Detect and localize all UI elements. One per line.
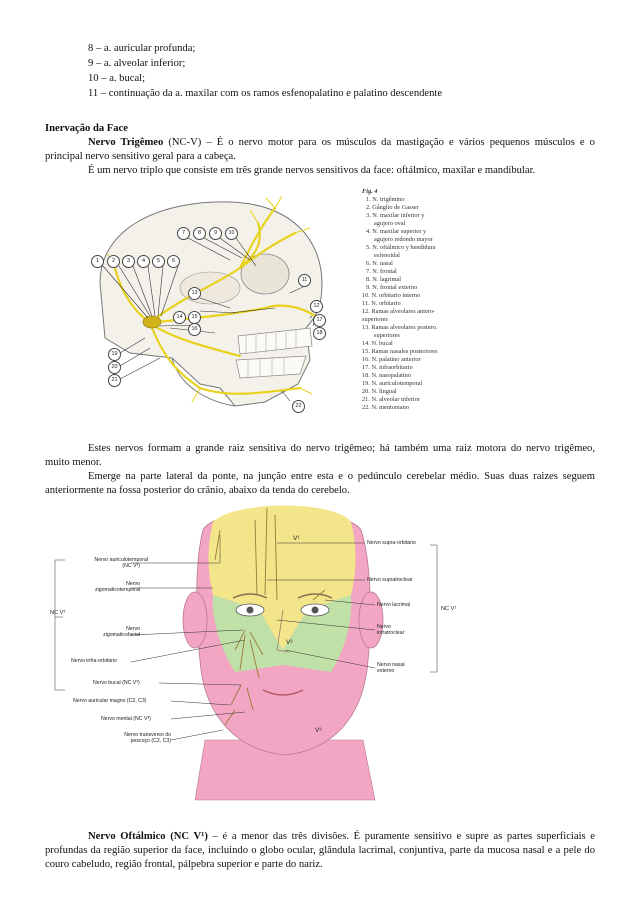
skull-illustration: [60, 188, 350, 420]
fig1-callout-5: 5: [152, 255, 165, 268]
fig1-callout-21: 21: [108, 374, 121, 387]
label-infratroclear-2: infratroclear: [377, 630, 405, 636]
fig1-legend-item: 21. N. alveolar inferior: [362, 396, 420, 403]
label-supra-orbitario: Nervo supra-orbitário: [367, 540, 416, 546]
label-auriculotemporal-ncv3: (NC V³): [122, 563, 140, 569]
label-bucal: Nervo bucal (NC V³): [93, 680, 140, 686]
fig1-callout-16: 16: [188, 323, 201, 336]
fig1-callout-10: 10: [225, 227, 238, 240]
fig1-legend-item: 16. N. palatino anterior: [362, 356, 421, 363]
fig1-callout-2: 2: [107, 255, 120, 268]
fig1-callout-22: 22: [292, 400, 305, 413]
fig1-callout-15: 15: [188, 311, 201, 324]
fig1-legend-item: agujero redondo mayor: [374, 236, 433, 243]
label-infratroclear: Nervo: [377, 624, 391, 630]
fig1-legend-item: 11. N. orbitario: [362, 300, 401, 307]
zone-v1-label: V¹: [293, 535, 300, 542]
fig1-legend-item: 6. N. nasal: [366, 260, 393, 267]
fig1-legend-item: 3. N. maxilar inferior y: [366, 212, 425, 219]
oftalmico-line-1: [88, 830, 595, 843]
fig1-legend-item: 20. N. lingual: [362, 388, 397, 395]
fig1-callout-19: 19: [108, 348, 121, 361]
zone-v2-label: V²: [286, 639, 293, 646]
fig1-callout-14: 14: [173, 311, 186, 324]
fig1-callout-17: 17: [313, 314, 326, 327]
label-lacrimal: Nervo lacrimal: [377, 602, 411, 608]
artery-item-8: 8 – a. auricular profunda;: [88, 43, 196, 54]
fig1-legend-item: superiores: [362, 316, 388, 323]
paragraph2-line-2: muito menor.: [45, 457, 102, 468]
artery-item-11: 11 – continuação da a. maxilar com os ramos esfenopalatino e palatino descendente: [88, 88, 443, 99]
fig1-callout-1: 1: [91, 255, 104, 268]
label-mental: Nervo mental (NC V³): [101, 716, 151, 722]
fig1-legend-item: 22. N. mentoniano: [362, 404, 409, 411]
oftalmico-line-1-text: – é a menor das três divisões. É puramente sensitivo e supre as partes superficiais e: [212, 831, 595, 842]
oftalmico-title: Nervo Oftálmico (NC V¹): [88, 831, 208, 842]
fig1-legend-item: 14. N. bucal: [362, 340, 393, 347]
fig1-legend-item: 1. N. trigêmino: [366, 196, 405, 203]
fig1-legend-item: 13. Ramas alveolares postero.: [362, 324, 438, 331]
paragraph2-line-4: anteriormente na fossa posterior do crânio, abaixo da tenda do cerebelo.: [45, 485, 350, 496]
fig1-legend-item: 8. N. lagrimal: [366, 276, 401, 283]
fig1-legend-item: 19. N. auriculotemporal: [362, 380, 423, 387]
label-supratroclear: Nervo supratroclear: [367, 577, 413, 583]
label-zigomaticofacial-2: zigomaticofacial: [103, 632, 140, 638]
fig1-callout-13: 13: [188, 287, 201, 300]
paragraph2-line-1: Estes nervos formam a grande raiz sensitiva do nervo trigêmeo; há também uma raiz motora do nervo trigêmeo,: [88, 443, 595, 454]
label-infraorbitario: Nervo infra-orbitário: [71, 658, 117, 664]
fig1-legend-item: 5. N. oftálmico y hendidura: [366, 244, 436, 251]
fig1-callout-4: 4: [137, 255, 150, 268]
fig1-legend-item: 18. N. nasopalatino: [362, 372, 411, 379]
fig1-callout-18: 18: [313, 327, 326, 340]
trigemio-line-2: principal nervo sensitivo geral para a cabeça.: [45, 151, 236, 162]
oftalmico-line-3: couro cabeludo, região frontal, pálpebra superior e parte do nariz.: [45, 859, 323, 870]
fig1-legend-item: 15. Ramas nasales posteriores: [362, 348, 438, 355]
trigemio-line-1: [88, 136, 595, 149]
fig1-callout-3: 3: [122, 255, 135, 268]
fig1-legend-item: 4. N. maxilar superior y: [366, 228, 427, 235]
label-zigomaticotemporal: Nervo: [126, 581, 140, 587]
fig1-callout-11: 11: [298, 274, 311, 287]
face-dermatome-figure: [45, 500, 465, 810]
zone-v3-label: V³: [315, 727, 322, 734]
fig1-legend-item: 17. N. infraorbitario: [362, 364, 413, 371]
fig1-legend-item: agujero oval: [374, 220, 406, 227]
fig1-legend-item: esfenoidal: [374, 252, 400, 259]
face-illustration: [45, 500, 465, 810]
paragraph2-line-3: Emerge na parte lateral da ponte, na junção entre esta e o pedúnculo cerebelar médio. Suas duas raizes seguem: [88, 471, 595, 482]
fig1-legend-item: 10. N. orbitario interno: [362, 292, 421, 299]
fig1-callout-20: 20: [108, 361, 121, 374]
trigemio-line-3: É um nervo triplo que consiste em três grande nervos sensitivos da face: oftálmico, maxilar e mandíbular.: [88, 165, 536, 176]
fig1-legend-item: 7. N. frontal: [366, 268, 397, 275]
fig1-legend-item: superiores: [374, 332, 400, 339]
label-zigomaticotemporal-2: zigomaticotemporal: [95, 587, 140, 593]
fig1-callout-7: 7: [177, 227, 190, 240]
group-ncv3-label: NC V³: [50, 610, 66, 616]
label-auricular-magno: Nervo auricular magno (C2, C3): [73, 698, 147, 704]
label-nasal-externo: Nervo nasal: [377, 662, 405, 668]
section-title: Inervação da Face: [45, 123, 128, 134]
fig1-callout-9: 9: [209, 227, 222, 240]
trigemio-line-1-text: (NC-V) – É o nervo motor para os músculos da mastigação e vários pequenos músculos e o: [168, 137, 595, 148]
group-ncv1-label: NC V¹: [441, 606, 457, 612]
label-nasal-externo-2: externo: [377, 668, 395, 674]
fig1-legend-title: Fig. 4: [362, 188, 378, 195]
label-transverso-2: pescoço (C2, C3): [130, 738, 171, 744]
fig1-legend-item: 2. Gânglio de Gasser: [366, 204, 419, 211]
fig1-callout-6: 6: [167, 255, 180, 268]
label-auriculotemporal: Nervo auriculotemporal: [94, 557, 148, 563]
oftalmico-line-2: profundas da região superior da face, incluindo o globo ocular, glândula lacrimal, conjuntiva, parte da mucosa nasal e a pele do: [45, 845, 595, 856]
artery-item-9: 9 – a. alveolar inferior;: [88, 58, 186, 69]
trigeminal-skull-figure: [60, 188, 350, 420]
label-zigomaticofacial: Nervo: [126, 626, 140, 632]
fig1-callout-8: 8: [193, 227, 206, 240]
fig1-legend-item: 9. N. frontal externo: [366, 284, 418, 291]
trigemio-title: Nervo Trigêmeo: [88, 137, 164, 148]
fig1-callout-12: 12: [310, 300, 323, 313]
artery-item-10: 10 – a. bucal;: [88, 73, 146, 84]
label-transverso: Nervo transverso do: [124, 732, 171, 738]
fig1-legend-item: 12. Ramas alveolares antero-: [362, 308, 436, 315]
